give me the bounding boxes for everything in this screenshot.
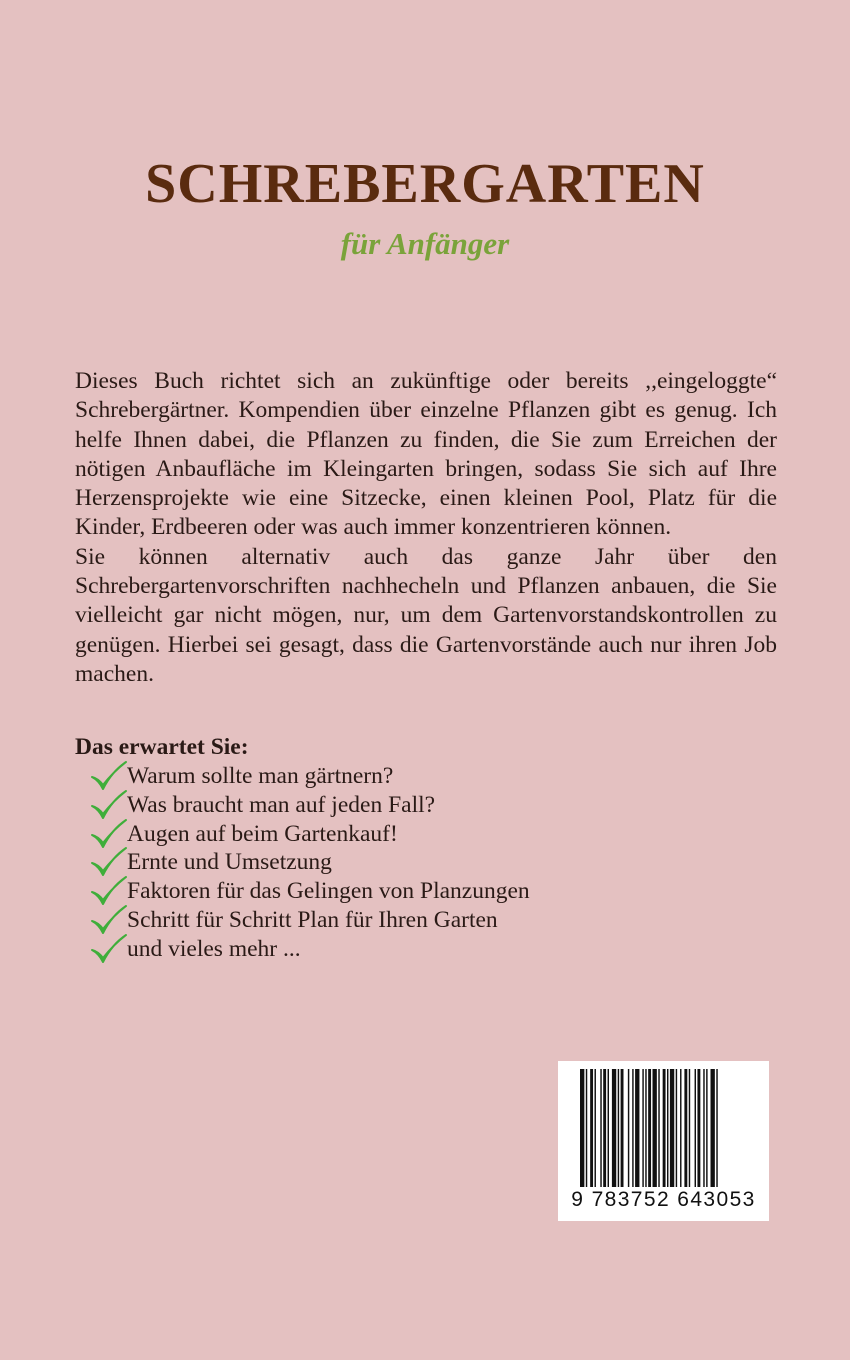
barcode-bars [558,1061,769,1189]
barcode-bar [590,1069,593,1187]
barcode-bar [663,1069,666,1187]
expectations-list [90,762,530,964]
check-icon [90,875,128,907]
barcode-bar [676,1069,677,1187]
checklist-item-label: und vieles mehr ... [127,935,301,962]
barcode-bar [635,1069,639,1187]
barcode-bar [632,1069,633,1187]
expectations-heading: Das erwartet Sie: [75,734,249,760]
book-subtitle: für Anfänger [340,226,510,261]
checklist-item-label: Schritt für Schritt Plan für Ihren Garten [127,906,498,933]
barcode-bar [653,1069,657,1187]
isbn-number: 9 783752 643053 [571,1188,756,1211]
barcode-bar [603,1069,606,1187]
barcode-bar [648,1069,651,1187]
checklist-item-label: Warum sollte man gärtnern? [127,763,394,789]
barcode-bar [680,1069,681,1187]
barcode-bar [608,1069,609,1187]
checklist-item-label: Was braucht man auf jeden Fall? [127,791,436,818]
check-icon [90,904,128,936]
barcode-bar [658,1069,659,1187]
blurb-text [75,367,777,689]
barcode-bar [595,1069,596,1187]
barcode-bar [697,1069,700,1187]
blurb-paragraph-1: Dieses Buch richtet sich an zukünftige oder bereits ,,eingeloggte“ Schrebergärtner. Kompendien über einzelne Pflanzen gibt es genug. Ich helfe Ihnen dabei, die Pflanzen zu finden, die Sie zum Erreichen der nötigen Anbaufläche im Kleingarten bringen, sodass Sie sich auf Ihre Herzensprojekte wie eine Sitzecke, einen kleinen Pool, Platz für die Kinder, Erdbeeren oder was auch immer konzentrieren können. [75,368,777,541]
barcode-bar [706,1069,707,1187]
barcode-bar [586,1069,587,1187]
check-icon [90,760,128,792]
barcode-bar [670,1069,674,1187]
barcode-bar [689,1069,690,1187]
checklist-item [90,848,530,877]
checklist-item [90,762,530,791]
check-icon [90,933,128,965]
checklist-item [90,935,530,964]
barcode-bar [703,1069,704,1187]
checklist-item-label: Faktoren für das Gelingen von Planzungen [127,878,530,905]
barcode-bar [716,1069,717,1187]
barcode-bar [695,1069,696,1187]
checklist-item [90,906,530,935]
checklist-item [90,877,530,906]
checklist-item-label: Augen auf beim Gartenkauf! [127,820,398,847]
checklist-item [90,820,530,849]
barcode-bar [642,1069,643,1187]
barcode-bar [621,1069,624,1187]
check-icon [90,789,128,821]
barcode-bar [645,1069,646,1187]
barcode-bar [628,1069,629,1187]
book-title: SCHREBERGARTEN [145,153,705,215]
barcode-bar [600,1069,601,1187]
blurb-paragraph-2: Sie können alternativ auch das ganze Jahr über den Schrebergartenvorschriften nachhecheln und Pflanzen anbauen, die Sie vielleicht gar nicht mögen, nur, um dem Gartenvorstandskontrollen zu genügen. Hierbei sei gesagt, dass die Gartenvorstände auch nur ihren Job machen. [75,543,777,687]
check-icon [90,818,128,850]
check-icon [90,846,128,878]
checklist-item [90,791,530,820]
barcode-bar [618,1069,619,1187]
barcode-bar [667,1069,668,1187]
barcode-bar [711,1069,715,1187]
barcode-bar [612,1069,616,1187]
barcode-bar [684,1069,687,1187]
barcode-bar [580,1069,584,1187]
checklist-item-label: Ernte und Umsetzung [127,849,332,876]
isbn-barcode [558,1061,769,1221]
